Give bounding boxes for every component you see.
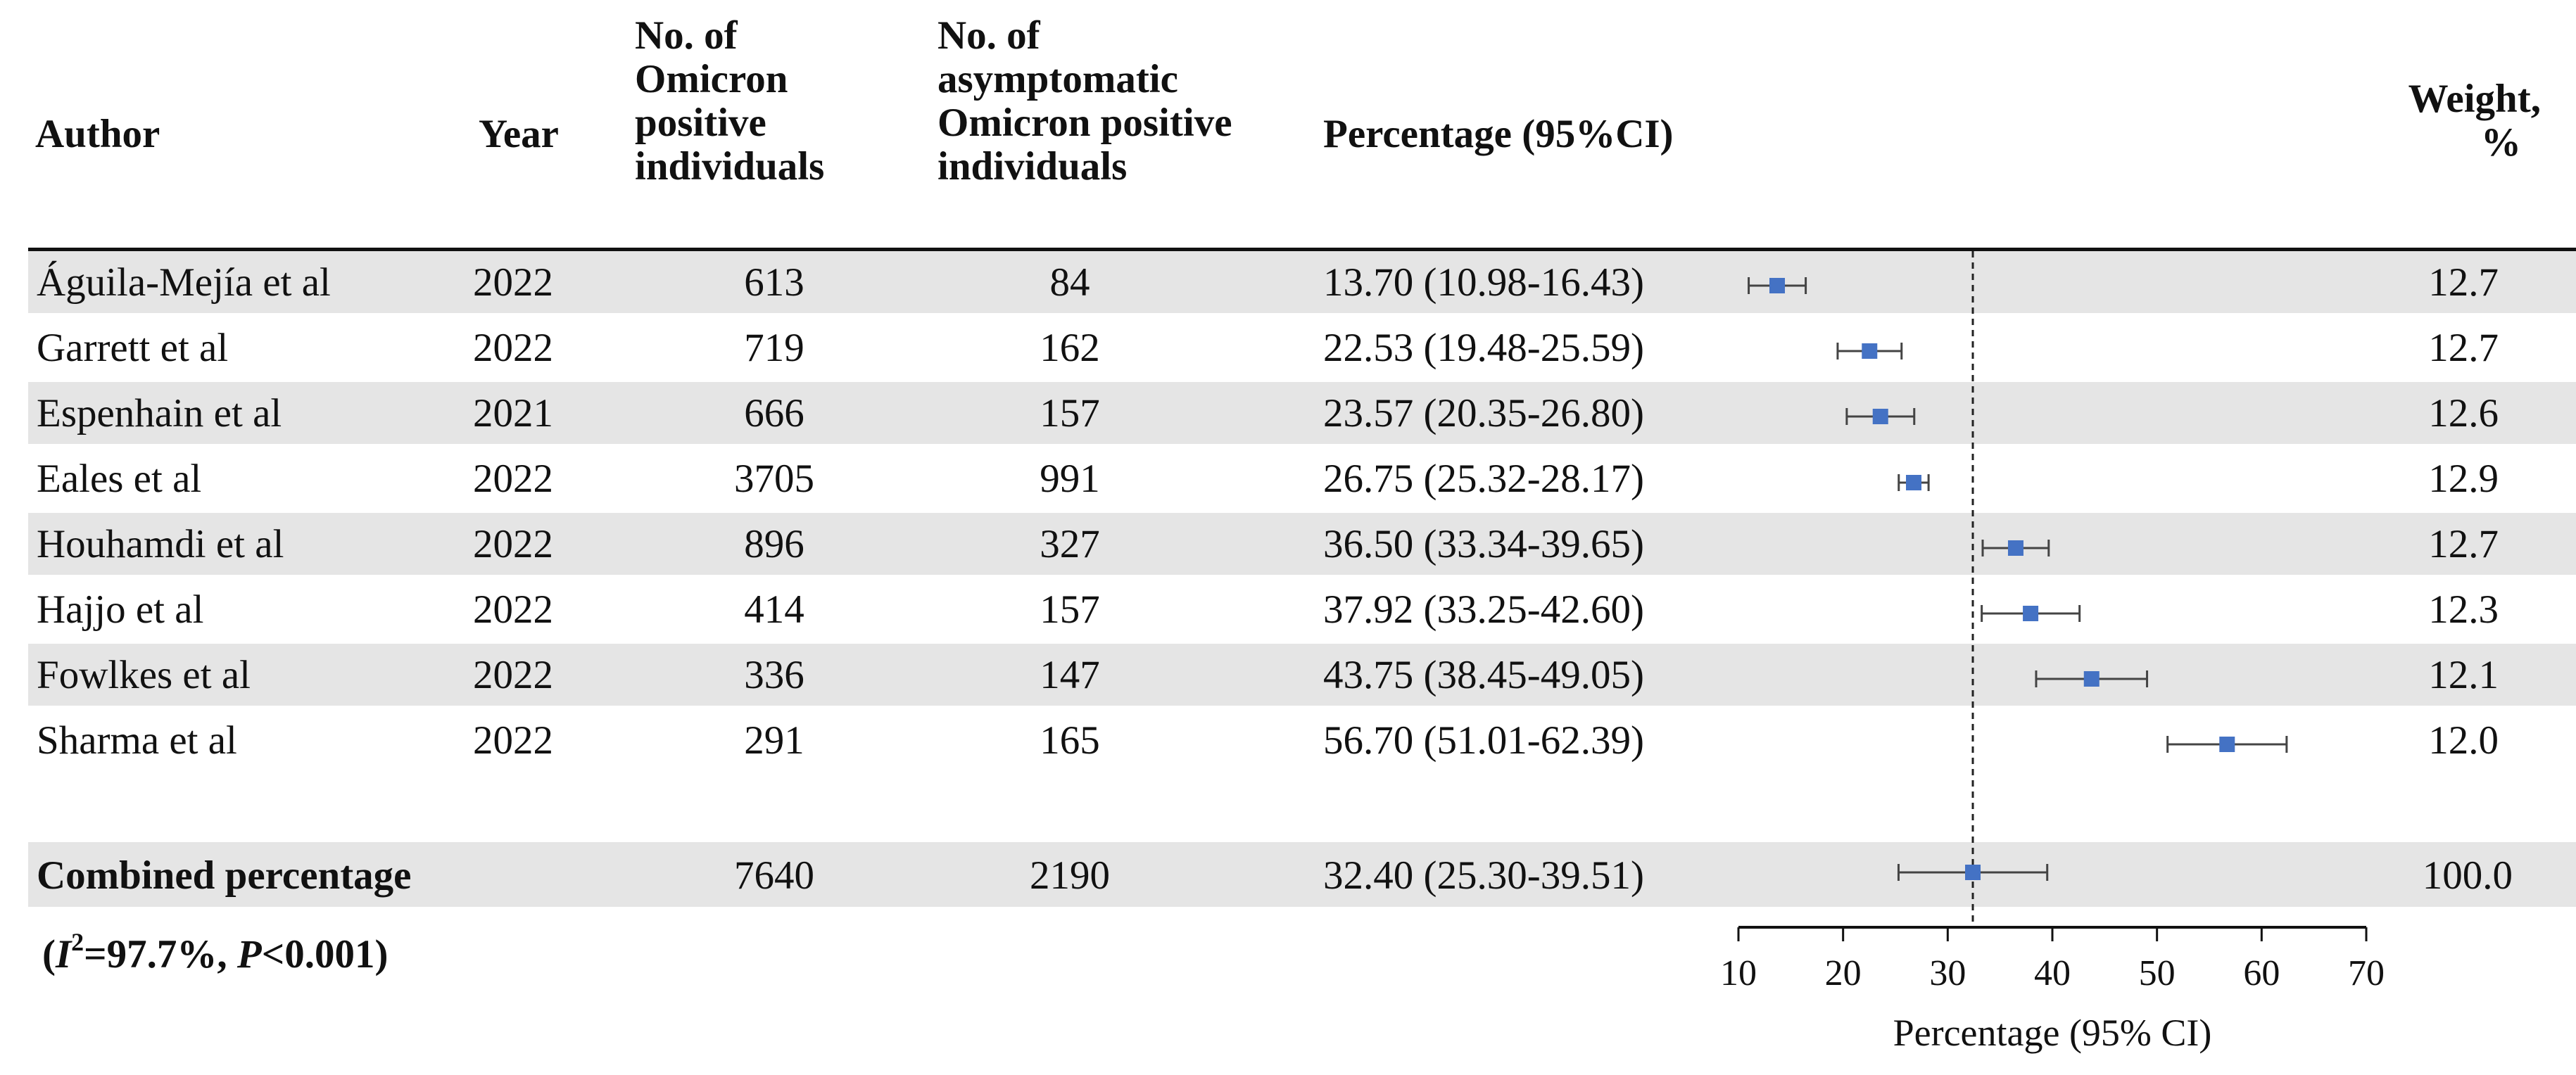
x-axis-label: Percentage (95% CI) — [1893, 1012, 2212, 1054]
cell-author: Eales et al — [37, 457, 202, 501]
cell-author: Garrett et al — [37, 326, 229, 370]
cell-author: Houhamdi et al — [37, 522, 284, 566]
cell-n-positive: 719 — [744, 326, 804, 370]
cell-weight: 12.1 — [2428, 653, 2499, 697]
cell-n-asymptomatic: 147 — [1040, 653, 1100, 697]
x-axis-tick-label: 20 — [1824, 953, 1862, 993]
cell-weight: 12.7 — [2428, 260, 2499, 305]
cell-n-asymptomatic: 162 — [1040, 326, 1100, 370]
cell-n-asymptomatic: 165 — [1040, 718, 1100, 763]
point-estimate-marker — [1769, 278, 1785, 293]
i2-superscript: 2 — [71, 928, 84, 956]
header-author: Author — [35, 112, 160, 156]
cell-author: Fowlkes et al — [37, 653, 251, 697]
cell-n-positive: 896 — [744, 522, 804, 566]
cell-author: Águila-Mejía et al — [37, 260, 331, 305]
cell-n-asymptomatic: 157 — [1040, 587, 1100, 632]
cell-percentage: 56.70 (51.01-62.39) — [1323, 718, 1644, 763]
cell-n-positive: 414 — [744, 587, 804, 632]
cell-year: 2022 — [473, 718, 553, 763]
x-axis-tick-label: 70 — [2348, 953, 2385, 993]
header-omicron-positive-line: No. of — [635, 13, 738, 58]
cell-percentage: 36.50 (33.34-39.65) — [1323, 522, 1644, 566]
cell-author: Sharma et al — [37, 718, 237, 763]
p-symbol: P — [236, 932, 262, 977]
header-asymptomatic-line: asymptomatic — [937, 57, 1178, 101]
cell-year: 2022 — [473, 260, 553, 305]
cell-n-asymptomatic: 84 — [1049, 260, 1090, 305]
x-axis-tick-label: 30 — [1929, 953, 1966, 993]
x-axis-tick-label: 40 — [2034, 953, 2071, 993]
i2-value: =97.7%, — [84, 932, 237, 977]
point-estimate-marker — [2219, 737, 2235, 752]
cell-weight: 12.7 — [2428, 326, 2499, 370]
cell-n-asymptomatic: 157 — [1040, 391, 1100, 435]
cell-n-positive: 666 — [744, 391, 804, 435]
header-asymptomatic-line: Omicron positive — [937, 101, 1232, 145]
p-value: <0.001) — [261, 932, 389, 977]
header-omicron-positive-line: Omicron — [635, 57, 788, 101]
cell-weight: 12.9 — [2428, 457, 2499, 501]
cell-weight: 12.7 — [2428, 522, 2499, 566]
header-percentage: Percentage (95%CI) — [1323, 112, 1674, 156]
point-estimate-marker — [1862, 343, 1877, 359]
cell-weight: 12.3 — [2428, 587, 2499, 632]
point-estimate-marker — [1873, 409, 1888, 424]
cell-n-positive: 613 — [744, 260, 804, 305]
point-estimate-marker — [2084, 671, 2100, 687]
cell-weight: 12.0 — [2428, 718, 2499, 763]
cell-year: 2022 — [473, 587, 553, 632]
combined-weight: 100.0 — [2422, 853, 2513, 898]
x-axis-tick-label: 10 — [1720, 953, 1757, 993]
cell-author: Hajjo et al — [37, 587, 204, 632]
x-axis-tick-label: 50 — [2138, 953, 2176, 993]
header-asymptomatic-line: individuals — [937, 144, 1128, 189]
header-weight-line: Weight, — [2408, 77, 2541, 121]
point-estimate-marker — [2008, 540, 2023, 556]
header-year: Year — [479, 112, 559, 156]
combined-n-asymptomatic: 2190 — [1030, 853, 1110, 898]
i2-symbol: I — [55, 932, 72, 977]
cell-year: 2022 — [473, 522, 553, 566]
cell-n-asymptomatic: 991 — [1040, 457, 1100, 501]
cell-year: 2021 — [473, 391, 553, 435]
cell-n-asymptomatic: 327 — [1040, 522, 1100, 566]
header-omicron-positive-line: positive — [635, 101, 766, 145]
cell-year: 2022 — [473, 457, 553, 501]
header-weight-line: % — [2481, 120, 2521, 165]
cell-percentage: 37.92 (33.25-42.60) — [1323, 587, 1644, 632]
cell-n-positive: 336 — [744, 653, 804, 697]
cell-year: 2022 — [473, 326, 553, 370]
cell-percentage: 26.75 (25.32-28.17) — [1323, 457, 1644, 501]
point-estimate-marker — [2023, 606, 2038, 621]
combined-n-positive: 7640 — [734, 853, 814, 898]
heterogeneity-open: ( — [42, 932, 56, 977]
cell-year: 2022 — [473, 653, 553, 697]
combined-label: Combined percentage — [37, 853, 412, 898]
cell-author: Espenhain et al — [37, 391, 282, 435]
cell-percentage: 23.57 (20.35-26.80) — [1323, 391, 1644, 435]
cell-percentage: 13.70 (10.98-16.43) — [1323, 260, 1644, 305]
point-estimate-marker — [1965, 865, 1981, 880]
cell-n-positive: 291 — [744, 718, 804, 763]
combined-percentage: 32.40 (25.30-39.51) — [1323, 853, 1644, 898]
cell-percentage: 43.75 (38.45-49.05) — [1323, 653, 1644, 697]
x-axis-tick-label: 60 — [2243, 953, 2280, 993]
point-estimate-marker — [1906, 475, 1921, 490]
cell-weight: 12.6 — [2428, 391, 2499, 435]
header-asymptomatic-line: No. of — [937, 13, 1040, 58]
cell-percentage: 22.53 (19.48-25.59) — [1323, 326, 1644, 370]
header-omicron-positive-line: individuals — [635, 144, 825, 189]
cell-n-positive: 3705 — [734, 457, 814, 501]
